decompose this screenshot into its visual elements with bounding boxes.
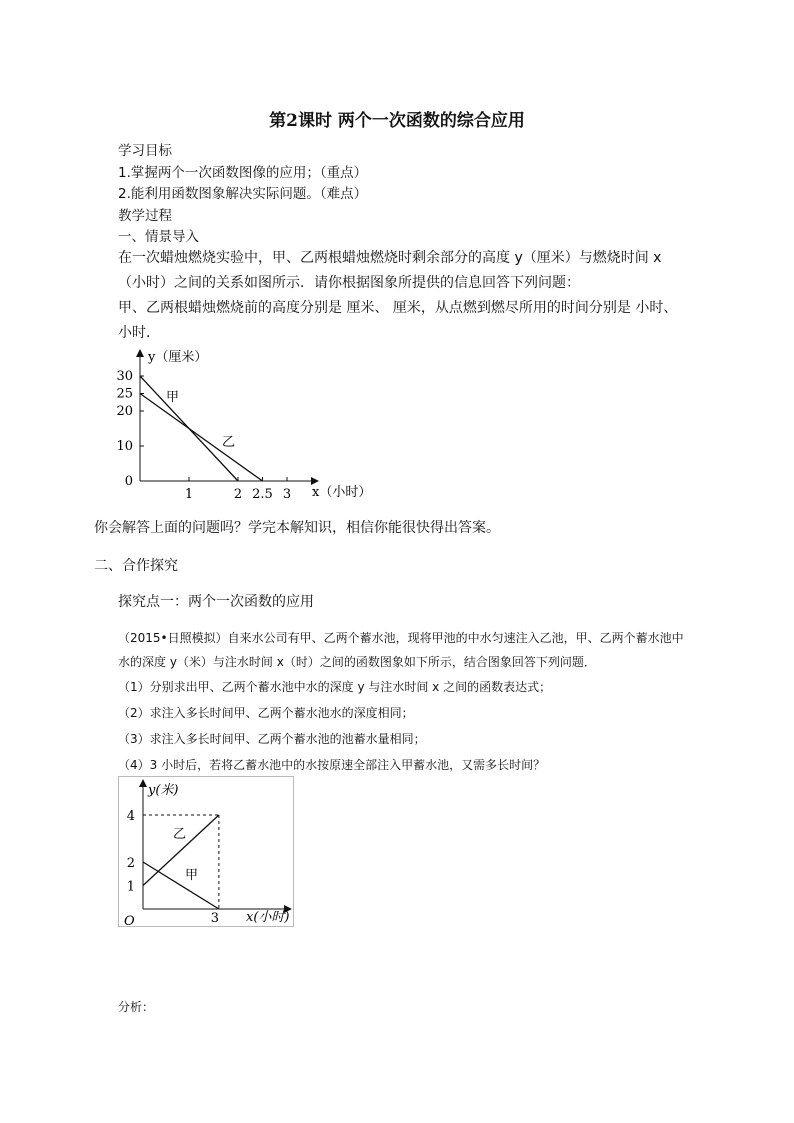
analysis-label: 分析： [118, 1000, 155, 1014]
y-tick-label: 20 [116, 404, 133, 419]
series-label-jia: 甲 [185, 868, 199, 883]
chart-frame [119, 777, 294, 927]
x-tick-label: 2.5 [252, 487, 273, 502]
page-title: 第2课时 两个一次函数的综合应用 [269, 111, 525, 131]
series-line-jia [143, 862, 219, 909]
y-tick-label: 25 [116, 386, 133, 402]
reservoir-chart [118, 776, 298, 928]
series-label-yi: 乙 [222, 435, 236, 450]
section1-heading: 一、情景导入 [118, 229, 199, 245]
x-tick-label: 2 [233, 487, 243, 502]
intro-paragraph: 在一次蜡烛燃烧实验中，甲、乙两根蜡烛燃烧时剩余部分的高度 y（厘米）与燃烧时间 x（小时）之间的关系如图所示．请你根据图象所提供的信息回答下列问题： [118, 250, 662, 291]
follow-up-text: 你会解答上面的问题吗？学完本解知识，相信你能很快得出答案。 [94, 520, 500, 536]
series-line-yi [140, 394, 263, 482]
y-axis-label: y（厘米） [148, 350, 208, 365]
y-tick-label: 2 [126, 856, 135, 871]
objective-item: 1.掌握两个一次函数图像的应用；（重点） [118, 165, 368, 181]
x-axis-label: x(小时) [246, 910, 290, 925]
x-tick-label: 1 [184, 487, 194, 502]
y-tick-label: 4 [126, 809, 135, 824]
y-tick-label: 1 [126, 879, 135, 895]
series-label-jia: 甲 [166, 390, 180, 405]
y-tick-label: 0 [124, 474, 133, 489]
question-paragraph: 甲、乙两根蜡烛燃烧前的高度分别是 厘米、 厘米，从点燃到燃尽所用的时间分别是 小时、 小时． [118, 300, 678, 341]
y-axis-label: y(米) [148, 783, 179, 798]
question-item: （3）求注入多长时间甲、乙两个蓄水池的池蓄水量相同； [118, 732, 426, 746]
question-item: （2）求注入多长时间甲、乙两个蓄水池水的深度相同； [118, 706, 414, 720]
problem-text: （2015•日照模拟）自来水公司有甲、乙两个蓄水池，现将甲池的中水匀速注入乙池，甲、乙两个蓄水池中水的深度 y（米）与注水时间 x（时）之间的函数图象如下所示，结合图象回答下列问题． [118, 631, 684, 669]
section2-heading: 二、合作探究 [94, 558, 178, 574]
process-heading: 教学过程 [118, 208, 172, 224]
inquiry-point-heading: 探究点一：两个一次函数的应用 [118, 594, 314, 610]
x-tick-label: 3 [210, 911, 220, 926]
candle-chart [112, 345, 372, 505]
y-tick-label: 10 [116, 439, 133, 454]
objective-item: 2.能利用函数图象解决实际问题。（难点） [118, 186, 368, 202]
question-item: （1）分别求出甲、乙两个蓄水池中水的深度 y 与注水时间 x 之间的函数表达式； [118, 680, 552, 694]
y-tick-label: 30 [116, 369, 133, 384]
origin-label: O [124, 914, 135, 929]
x-tick-label: 3 [282, 487, 292, 502]
series-line-yi [143, 815, 219, 886]
question-item: （4）3 小时后，若将乙蓄水池中的水按原速全部注入甲蓄水池，又需多长时间？ [118, 758, 546, 772]
objectives-heading: 学习目标 [118, 143, 172, 159]
x-axis-label: x（小时） [312, 485, 372, 500]
series-label-yi: 乙 [173, 827, 187, 842]
